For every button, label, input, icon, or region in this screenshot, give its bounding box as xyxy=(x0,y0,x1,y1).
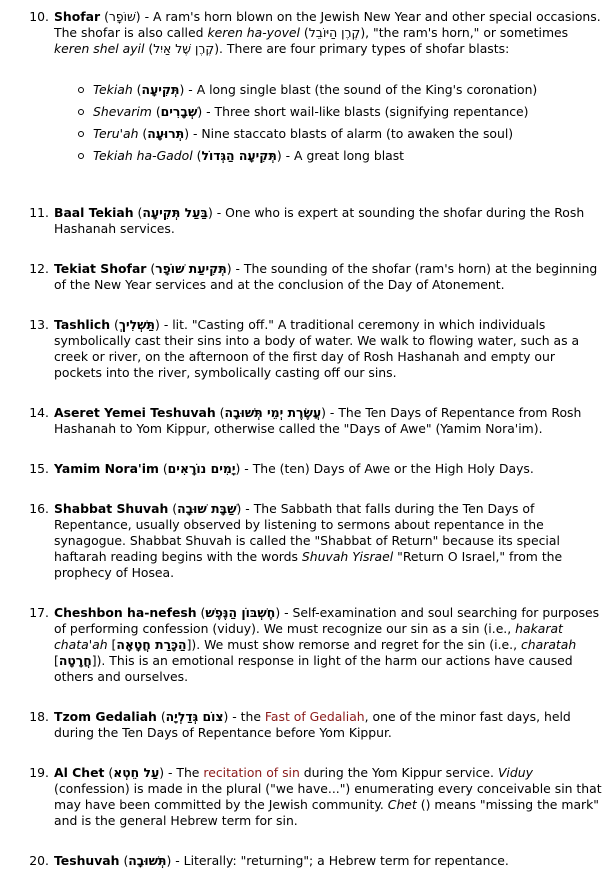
entry-number: 15. xyxy=(29,461,49,476)
recitation-of-sin-link[interactable]: recitation of sin xyxy=(203,765,300,780)
circle-bullet-icon xyxy=(78,131,84,137)
entry-text: Baal Tekiah (בַּעַל תְּקִיעָה) - One who is expert at sounding the shofar during the Rosh Hashanah services. xyxy=(54,205,585,236)
entry-hebrew: שׁוֹפָר xyxy=(108,9,136,24)
circle-bullet-icon xyxy=(78,87,84,93)
entry-number: 13. xyxy=(29,317,49,332)
entry-number: 11. xyxy=(29,205,49,220)
entry-number: 14. xyxy=(29,405,49,420)
entry-number: 12. xyxy=(29,261,49,276)
entry-text: Shofar (שׁוֹפָר) - A ram's horn blown on the Jewish New Year and other special occasions. The shofar is also called keren ha-yovel (קֶרֶן הַיּוֹבֵל), "the ram's horn," or sometimes keren shel ayil (קֶרֶן שֶׁל אַיִל). There are four primary types of shofar blasts: xyxy=(54,9,601,56)
entry-text: Teshuvah (תְּשׁוּבָה) - Literally: "returning"; a Hebrew term for repentance. xyxy=(54,853,509,868)
entry-text: Shabbat Shuvah (שַׁבָּת שׁוּבָה) - The Sabbath that falls during the Ten Days of Repentance, usually observed by listening to sermons about repentance in the synagogue. Shabbat Shuvah is called the "Shabbat of Return" because its special haftarah reading begins with the words Shuvah Yisrael "Return O Israel," from the prophecy of Hosea. xyxy=(54,501,563,580)
entry-number: 18. xyxy=(29,709,49,724)
entry-number: 17. xyxy=(29,605,49,620)
entry-number: 16. xyxy=(29,501,49,516)
entry-text: Tekiat Shofar (תְּקִיעַת שׁוֹפָר) - The sounding of the shofar (ram's horn) at the beginning of the New Year services and at the conclusion of the Day of Atonement. xyxy=(54,261,598,292)
list-item: Shevarim (שְׁבָרִים) - Three short wail-like blasts (signifying repentance) xyxy=(78,104,598,120)
entry-text: Aseret Yemei Teshuvah (עֲשֶׂרֶת יְמֵי תְּשׁוּבָה) - The Ten Days of Repentance from Rosh Hashanah to Yom Kippur, otherwise called the "Days of Awe" (Yamim Nora'im). xyxy=(54,405,582,436)
circle-bullet-icon xyxy=(78,109,84,115)
entry-text: Al Chet (עַל חֵטְא) - The recitation of sin during the Yom Kippur service. Viduy (confession) is made in the plural ("we have...") enumerating every conceivable sin that may have been committed by the Jewish community. Chet () means "missing the mark" and is the general Hebrew term for sin. xyxy=(54,765,602,828)
entry-number: 19. xyxy=(29,765,49,780)
entry-text: Tzom Gedaliah (צוֹם גְּדַלְיָה) - the Fast of Gedaliah, one of the minor fast days, held during the Ten Days of Repentance before Yom Kippur. xyxy=(54,709,571,740)
entry-number: 10. xyxy=(29,9,49,24)
entry-term: Shofar xyxy=(54,9,101,24)
list-item: Tekiah ha-Gadol (תְּקִיעָה הַגְּדוֹל) - A great long blast xyxy=(78,148,598,164)
entry-number: 20. xyxy=(29,853,49,868)
entry-text: Cheshbon ha-nefesh (חֶשְׁבּוֹן הַנֶּפֶשׁ) - Self-examination and soul searching for purposes of performing confession (viduy). We must recognize our sin as a sin (i.e., hakarat chata'ah [הַכָּרַת חֲטָאָה]). We must show remorse and regret for the sin (i.e., charatah [חֲרָטָה]). This is an emotional response in light of the harm our actions have caused others and ourselves. xyxy=(54,605,600,684)
list-item: Tekiah (תְּקִיעָה) - A long single blast (the sound of the King's coronation) xyxy=(78,82,598,98)
entry-text: Yamim Nora'im (יָמִים נוֹרָאִים) - The (ten) Days of Awe or the High Holy Days. xyxy=(54,461,534,476)
entry-text: Tashlich (תַּשְׁלִיךְ) - lit. "Casting off." A traditional ceremony in which individuals symbolically cast their sins into a body of water. We walk to flowing water, such as a creek or river, on the afternoon of the first day of Rosh Hashanah and empty our pockets into the river, symbolically casting off our sins. xyxy=(54,317,580,380)
list-item: Teru'ah (תְּרוּעָה) - Nine staccato blasts of alarm (to awaken the soul) xyxy=(78,126,598,142)
circle-bullet-icon xyxy=(78,153,84,159)
fast-of-gedaliah-link[interactable]: Fast of Gedaliah xyxy=(264,709,365,724)
